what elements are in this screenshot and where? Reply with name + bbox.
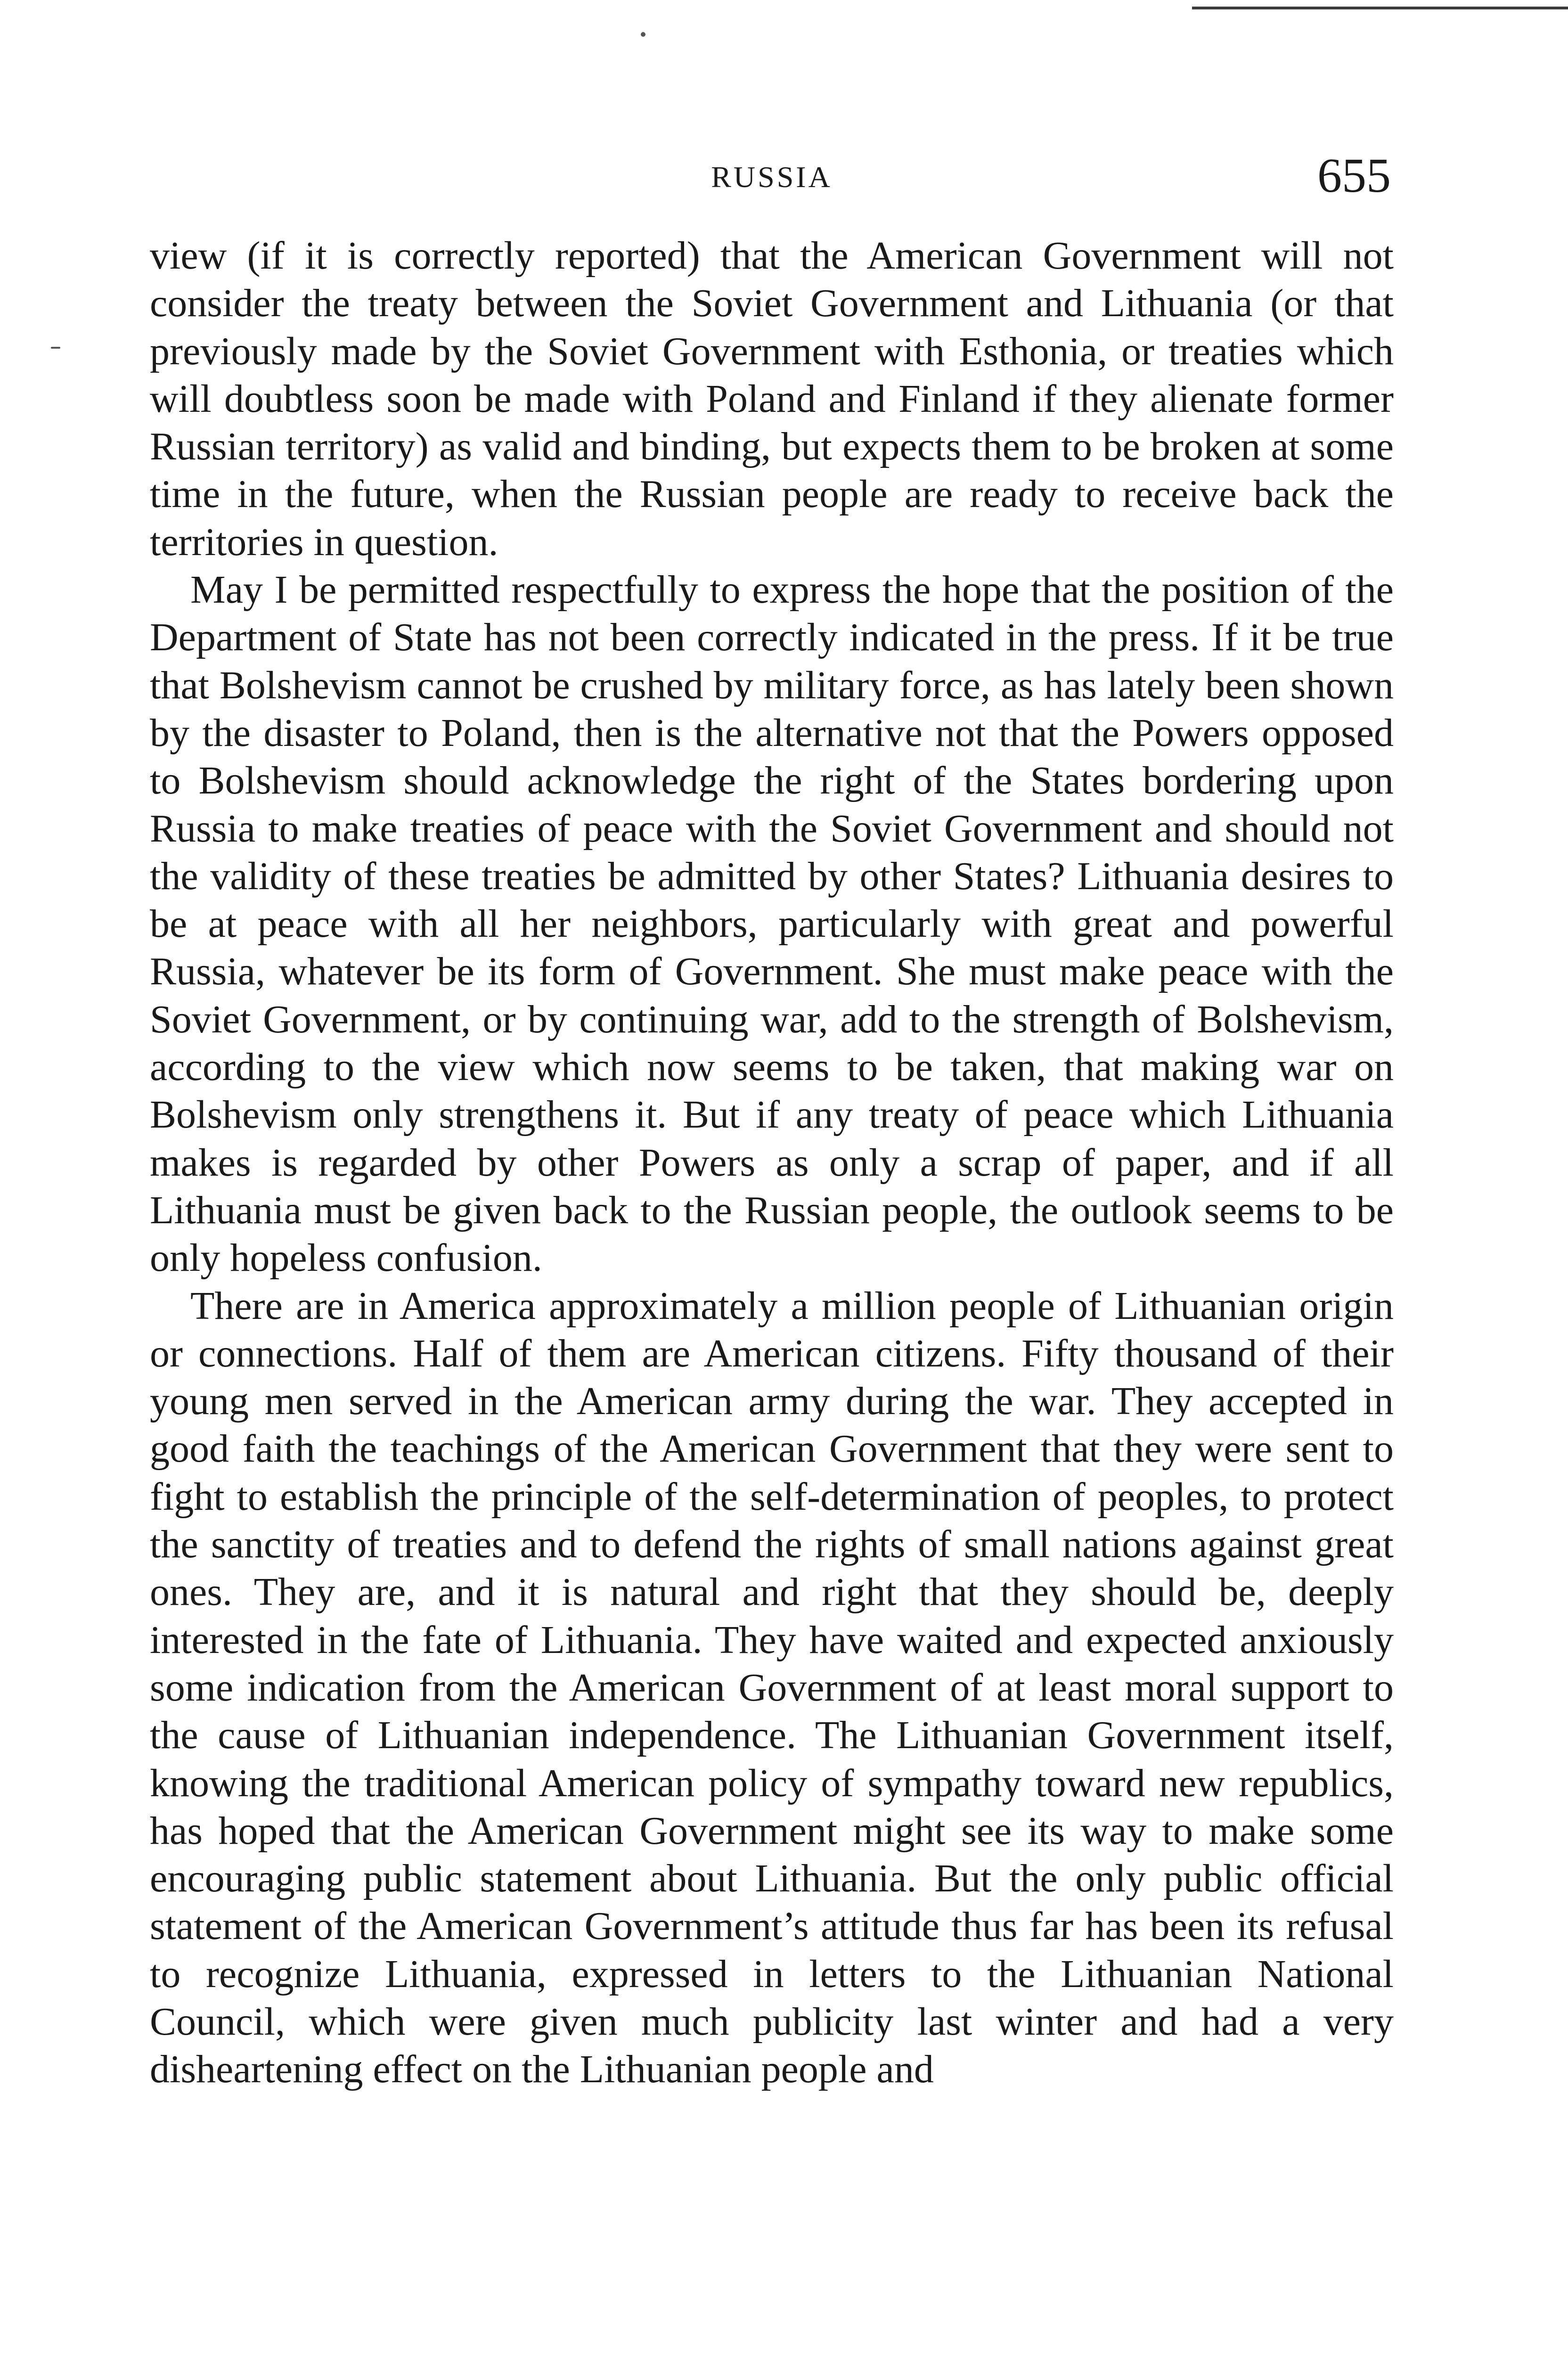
scan-speck [641, 32, 645, 37]
scan-edge-rule [1192, 7, 1568, 9]
page-number: 655 [1317, 148, 1391, 203]
running-head: RUSSIA [711, 160, 833, 194]
body-text [150, 232, 1394, 2094]
paragraph: May I be permitted respectfully to express the hope that the position of the Department of State has not been correctly indicated in the press. If it be true that Bolshevism cannot be crushed by military force, as has lately been shown by the disaster to Poland, then is the alternative not that the Powers opposed to Bolshevism should acknowledge the right of the States bordering upon Russia to make treaties of peace with the Soviet Government and should not the validity of these treaties be admitted by other States? Lithuania desires to be at peace with all her neighbors, particularly with great and powerful Russia, whatever be its form of Government. She must make peace with the Soviet Government, or by continuing war, add to the strength of Bolshevism, according to the view which now seems to be taken, that making war on Bolshevism only strengthens it. But if any treaty of peace which Lithuania makes is regarded by other Powers as only a scrap of paper, and if all Lithuania must be given back to the Russian people, the outlook seems to be only hopeless confusion. [150, 568, 1394, 1280]
paragraph: view (if it is correctly reported) that the American Government will not consider the treaty between the Soviet Government and Lithuania (or that previously made by the Soviet Government with Esthonia, or treaties which will doubtless soon be made with Poland and Finland if they alienate former Russian territory) as valid and binding, but expects them to be broken at some time in the future, when the Russian people are ready to receive back the territories in question. [150, 234, 1394, 564]
page-header [150, 150, 1394, 202]
paragraph: There are in America approximately a million people of Lithuanian origin or connections. Half of them are American citizens. Fifty thousand of their young men served in the American army during the war. They accepted in good faith the teachings of the American Government that they were sent to fight to establish the principle of the self-determination of peoples, to protect the sanctity of treaties and to defend the rights of small nations against great ones. They are, and it is natural and right that they should be, deeply interested in the fate of Lithuania. They have waited and expected anxiously some indication from the American Government of at least moral support to the cause of Lithuanian independence. The Lithuanian Government itself, knowing the traditional American policy of sympathy toward new republics, has hoped that the American Government might see its way to make some encouraging public statement about Lithuania. But the only public official statement of the American Government’s attitude thus far has been its refusal to recognize Lithuania, expressed in letters to the Lithuanian National Council, which were given much publicity last winter and had a very disheartening effect on the Lithuanian people and [150, 1284, 1394, 2092]
scan-speck [51, 347, 60, 349]
